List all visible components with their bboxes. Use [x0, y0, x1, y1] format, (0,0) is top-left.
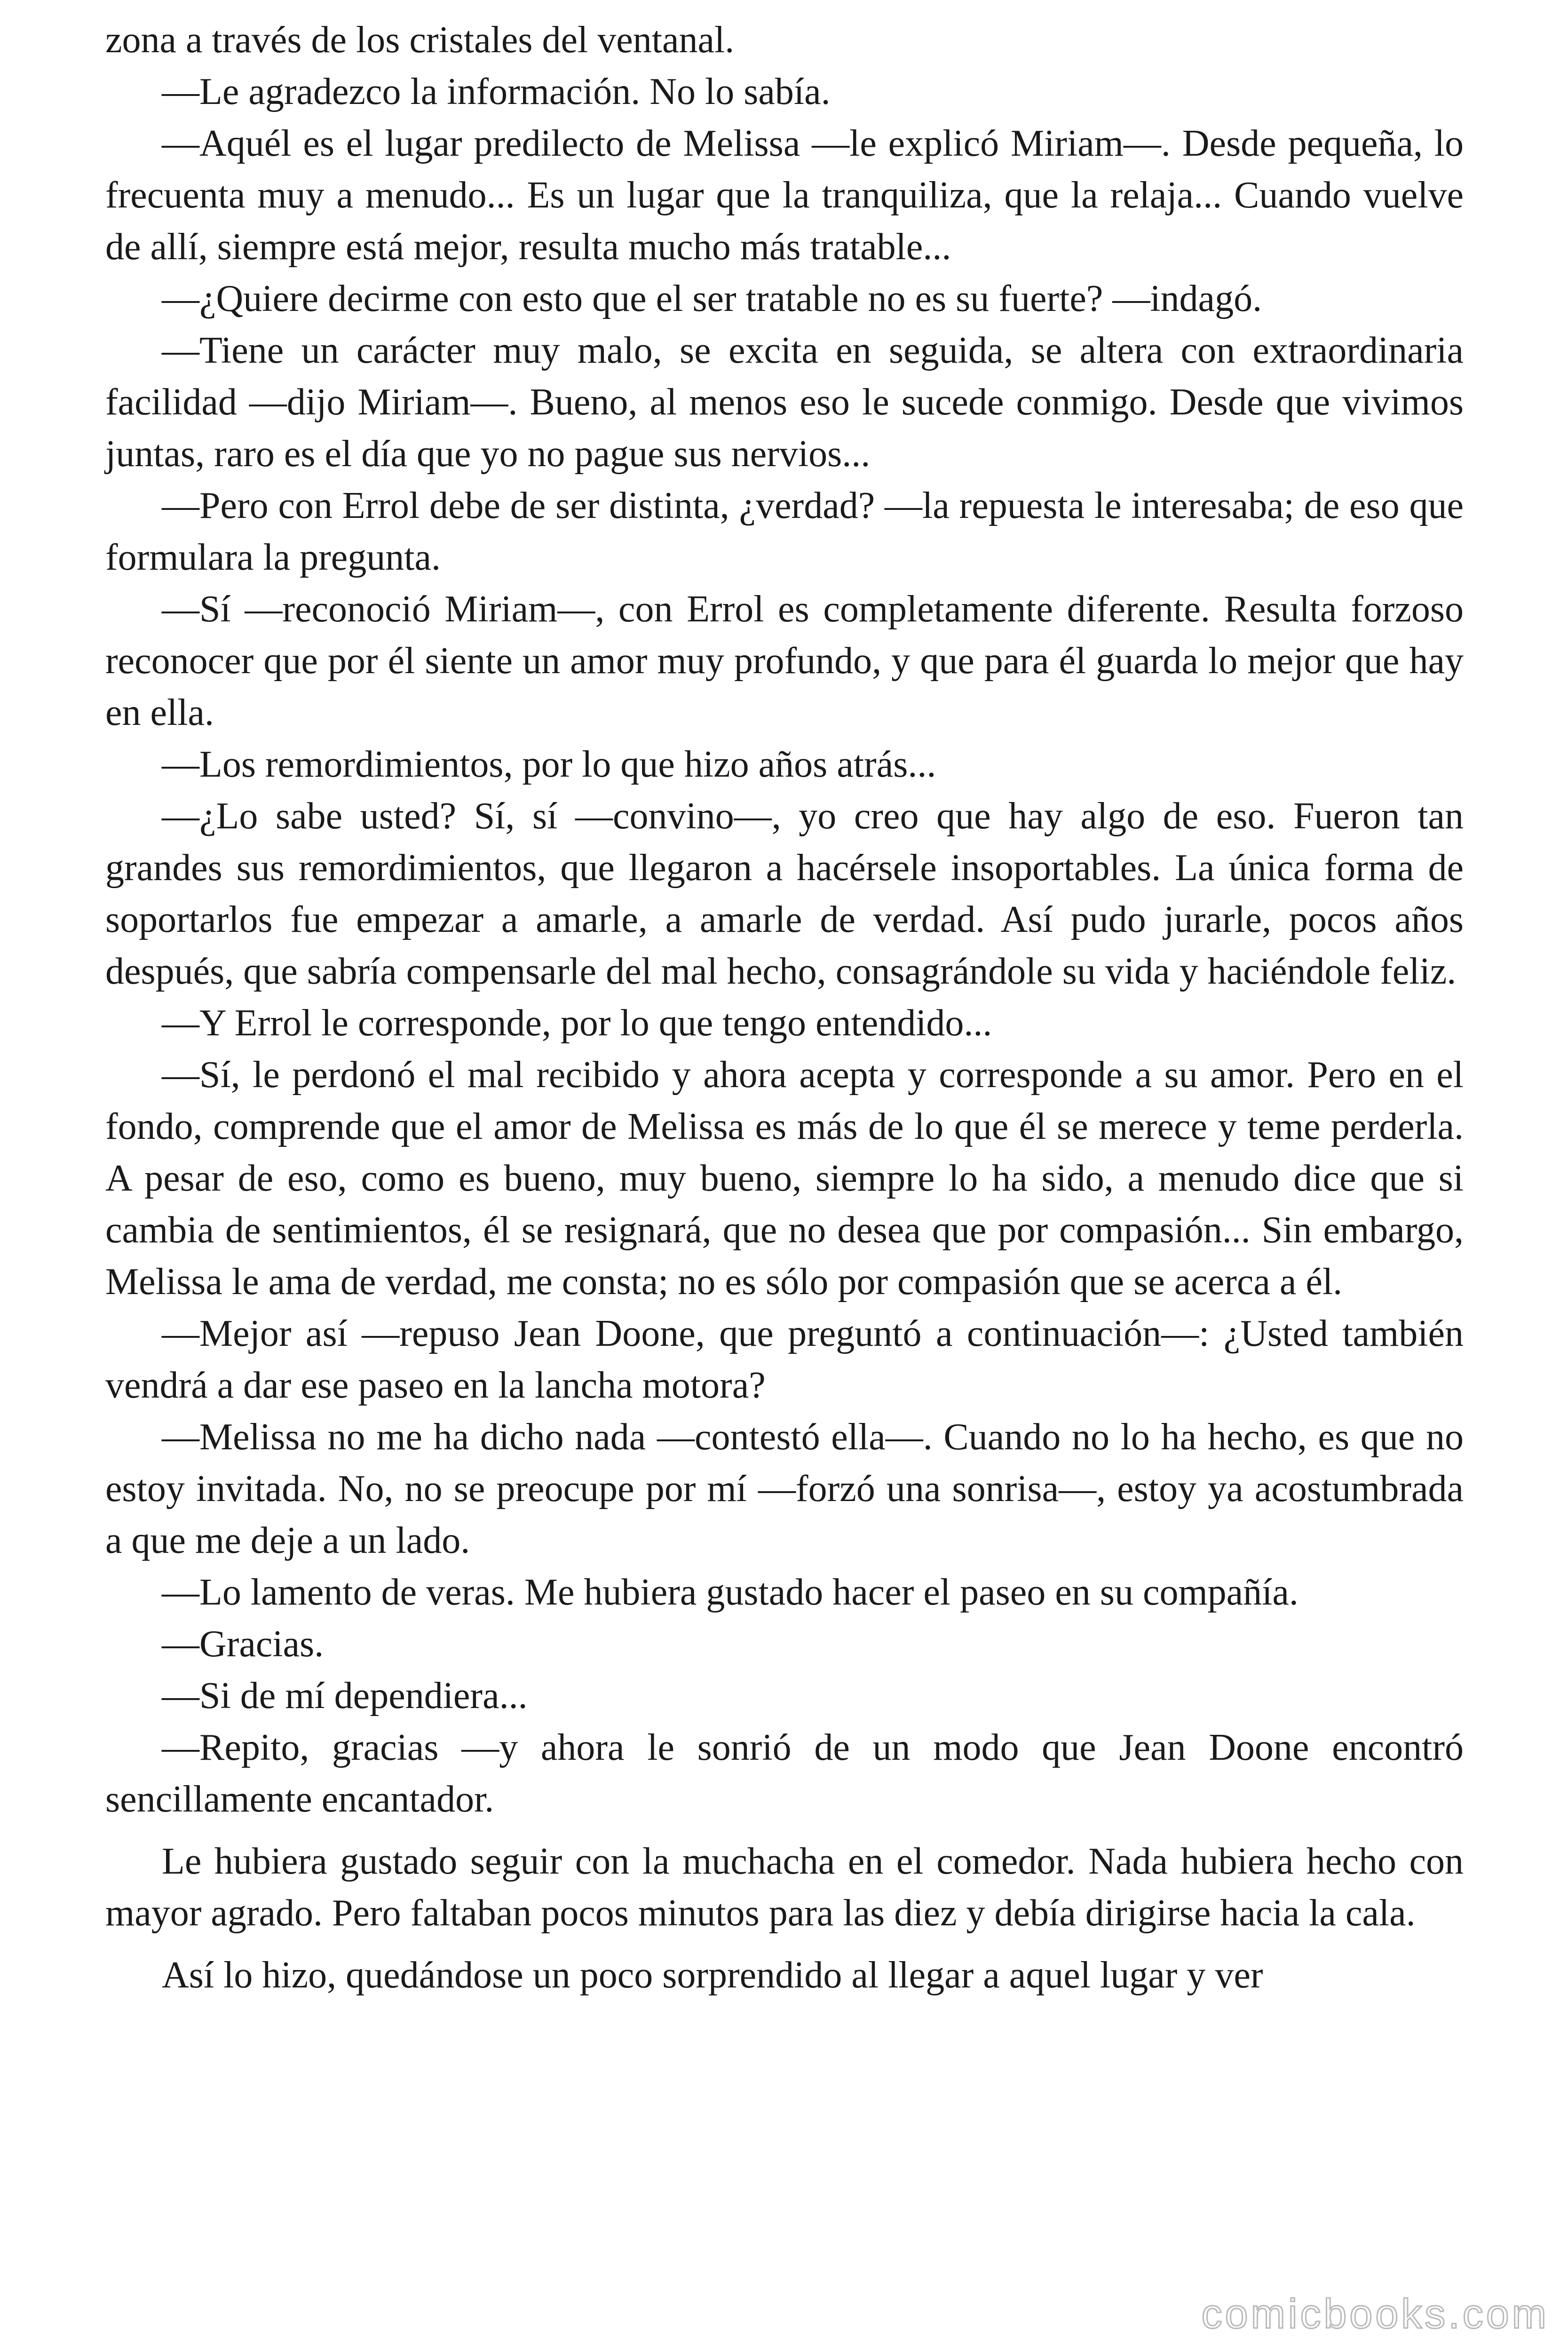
paragraph: —¿Lo sabe usted? Sí, sí —convino—, yo creo que hay algo de eso. Fueron tan grandes sus remordimientos, que llegaron a hacérsele insoportables. La única forma de soportarlos fue empezar a amarle, a amarle de verdad. Así pudo jurarle, pocos años después, que sabría compensarle del mal hecho, consagrándole su vida y haciéndole feliz.	[105, 795, 1464, 992]
paragraph: Así lo hizo, quedándose un poco sorprendido al llegar a aquel lugar y ver	[162, 1955, 1263, 1996]
watermark: comicbooks.com	[1201, 2290, 1549, 2337]
page-body	[105, 14, 1464, 2001]
paragraph: —¿Quiere decirme con esto que el ser tratable no es su fuerte? —indagó.	[162, 278, 1262, 319]
paragraph: —Tiene un carácter muy malo, se excita en seguida, se altera con extraordinaria facilidad —dijo Miriam—. Bueno, al menos eso le sucede conmigo. Desde que vivimos juntas, raro es el día que yo no pague sus nervios...	[105, 330, 1464, 475]
paragraph: —Y Errol le corresponde, por lo que tengo entendido...	[162, 1002, 992, 1044]
paragraph: —Sí —reconoció Miriam—, con Errol es completamente diferente. Resulta forzoso reconocer que por él siente un amor muy profundo, y que para él guarda lo mejor que hay en ella.	[105, 588, 1464, 733]
paragraph: —Aquél es el lugar predilecto de Melissa —le explicó Miriam—. Desde pequeña, lo frecuenta muy a menudo... Es un lugar que la tranquiliza, que la relaja... Cuando vuelve de allí, siempre está mejor, resulta mucho más tratable...	[105, 123, 1464, 268]
paragraph: —Repito, gracias —y ahora le sonrió de un modo que Jean Doone encontró sencillamente encantador.	[105, 1727, 1464, 1820]
paragraph: Le hubiera gustado seguir con la muchacha en el comedor. Nada hubiera hecho con mayor agrado. Pero faltaban pocos minutos para las diez y debía dirigirse hacia la cala.	[105, 1841, 1464, 1934]
paragraph: —Sí, le perdonó el mal recibido y ahora acepta y corresponde a su amor. Pero en el fondo, comprende que el amor de Melissa es más de lo que él se merece y teme perderla. A pesar de eso, como es bueno, muy bueno, siempre lo ha sido, a menudo dice que si cambia de sentimientos, él se resignará, que no desea que por compasión... Sin embargo, Melissa le ama de verdad, me consta; no es sólo por compasión que se acerca a él.	[105, 1054, 1464, 1303]
paragraph: —Pero con Errol debe de ser distinta, ¿verdad? —la repuesta le interesaba; de eso que formulara la pregunta.	[105, 485, 1464, 578]
paragraph: zona a través de los cristales del ventanal.	[105, 19, 735, 61]
paragraph: —Melissa no me ha dicho nada —contestó ella—. Cuando no lo ha hecho, es que no estoy invitada. No, no se preocupe por mí —forzó una sonrisa—, estoy ya acostumbrada a que me deje a un lado.	[105, 1416, 1464, 1561]
paragraph: —Le agradezco la información. No lo sabía.	[162, 71, 831, 112]
paragraph: —Gracias.	[162, 1623, 324, 1665]
paragraph: —Mejor así —repuso Jean Doone, que preguntó a continuación—: ¿Usted también vendrá a dar ese paseo en la lancha motora?	[105, 1313, 1464, 1406]
paragraph: —Si de mí dependiera...	[162, 1675, 528, 1716]
paragraph: —Los remordimientos, por lo que hizo años atrás...	[162, 744, 936, 785]
paragraph: —Lo lamento de veras. Me hubiera gustado hacer el paseo en su compañía.	[162, 1572, 1299, 1613]
